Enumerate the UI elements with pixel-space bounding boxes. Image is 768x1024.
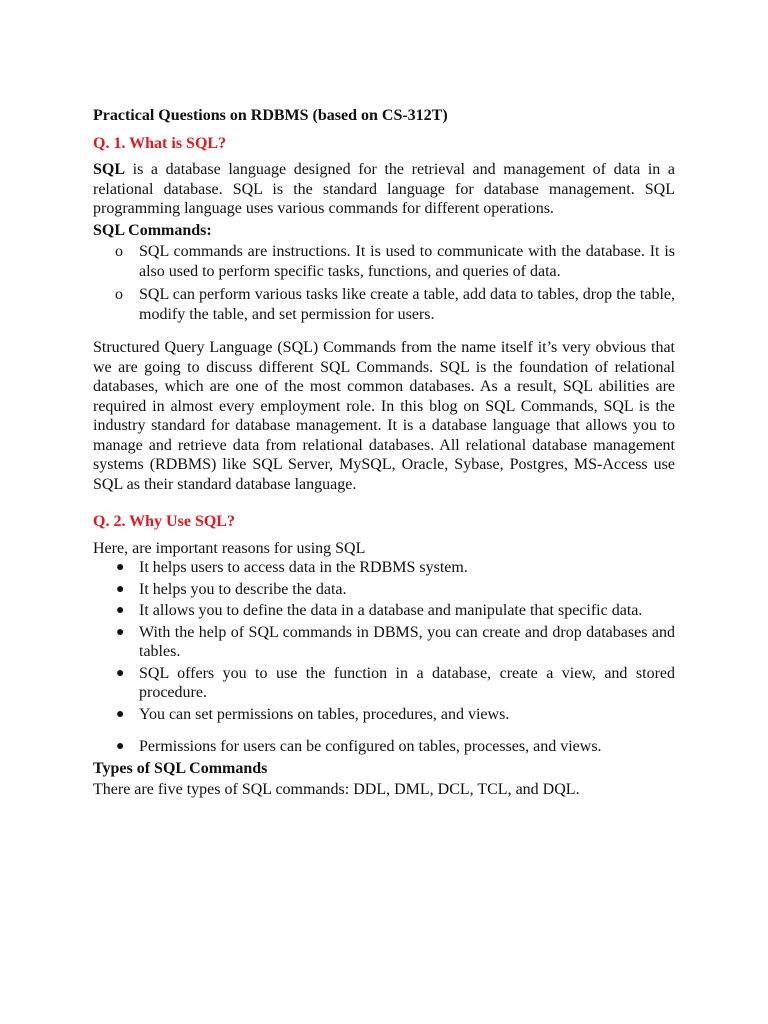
list-item [93, 580, 675, 600]
list-item [93, 623, 675, 662]
q1-intro-paragraph [93, 160, 675, 219]
q1-body-paragraph: Structured Query Language (SQL) Commands from the name itself it’s very obvious that we are going to discuss different SQL Commands. SQL is the foundation of relational databases, which are one of the most common databases. As a result, SQL abilities are required in almost every employment role. In this blog on SQL Commands, SQL is the industry standard for database management. It is a database language that allows you to manage and retrieve data from relational databases. All relational database management systems (RDBMS) like SQL Server, MySQL, Oracle, Sybase, Postgres, MS-Access use SQL as their standard database language. [93, 339, 675, 493]
disc-bullet-icon: ● [116, 560, 125, 575]
sql-commands-heading: SQL Commands: [93, 221, 212, 239]
list-item [93, 558, 675, 578]
circle-bullet-icon: o [115, 286, 123, 303]
document-title: Practical Questions on RDBMS (based on CS-312T) [93, 107, 448, 124]
disc-bullet-icon: ● [116, 665, 125, 681]
disc-bullet-icon: ● [116, 739, 125, 754]
q1-intro-text: is a database language designed for the retrieval and management of data in a relational database. SQL is the standard language for database management. SQL programming language uses various commands for different operations. [93, 161, 675, 217]
list-item [93, 285, 675, 324]
list-item-text: SQL can perform various tasks like create a table, add data to tables, drop the table, modify the table, and set permission for users. [139, 286, 675, 323]
list-item-text: Permissions for users can be configured on tables, processes, and views. [139, 738, 602, 755]
disc-bullet-icon: ● [116, 706, 125, 722]
q2-heading: Q. 2. Why Use SQL? [93, 513, 235, 530]
list-item [93, 601, 675, 621]
list-item-text: You can set permissions on tables, procedures, and views. [139, 705, 510, 723]
types-heading: Types of SQL Commands [93, 759, 268, 777]
list-item-text: SQL offers you to use the function in a database, create a view, and stored procedure. [139, 664, 675, 701]
types-text: There are five types of SQL commands: DDL, DML, DCL, TCL, and DQL. [93, 781, 580, 798]
document-page [93, 106, 675, 800]
list-item [93, 737, 675, 757]
disc-bullet-icon: ● [116, 603, 125, 618]
disc-bullet-icon: ● [116, 624, 125, 640]
list-item-text: It helps users to access data in the RDBMS system. [139, 559, 468, 576]
list-item-text: With the help of SQL commands in DBMS, you can create and drop databases and tables. [139, 623, 675, 660]
list-item-text: SQL commands are instructions. It is used to communicate with the database. It is also used to perform specific tasks, functions, and queries of data. [139, 243, 675, 280]
list-item-text: It helps you to describe the data. [139, 580, 347, 598]
q1-heading: Q. 1. What is SQL? [93, 134, 227, 152]
list-item [93, 705, 675, 725]
circle-bullet-icon: o [115, 243, 123, 260]
q1-intro-bold: SQL [93, 161, 126, 178]
list-item [93, 664, 675, 703]
q2-intro: Here, are important reasons for using SQL [93, 539, 366, 557]
sql-commands-list [93, 242, 675, 324]
extra-reasons-list [93, 737, 675, 757]
reasons-list [93, 558, 675, 724]
disc-bullet-icon: ● [116, 581, 125, 597]
list-item [93, 242, 675, 281]
list-item-text: It allows you to define the data in a database and manipulate that specific data. [139, 602, 643, 619]
